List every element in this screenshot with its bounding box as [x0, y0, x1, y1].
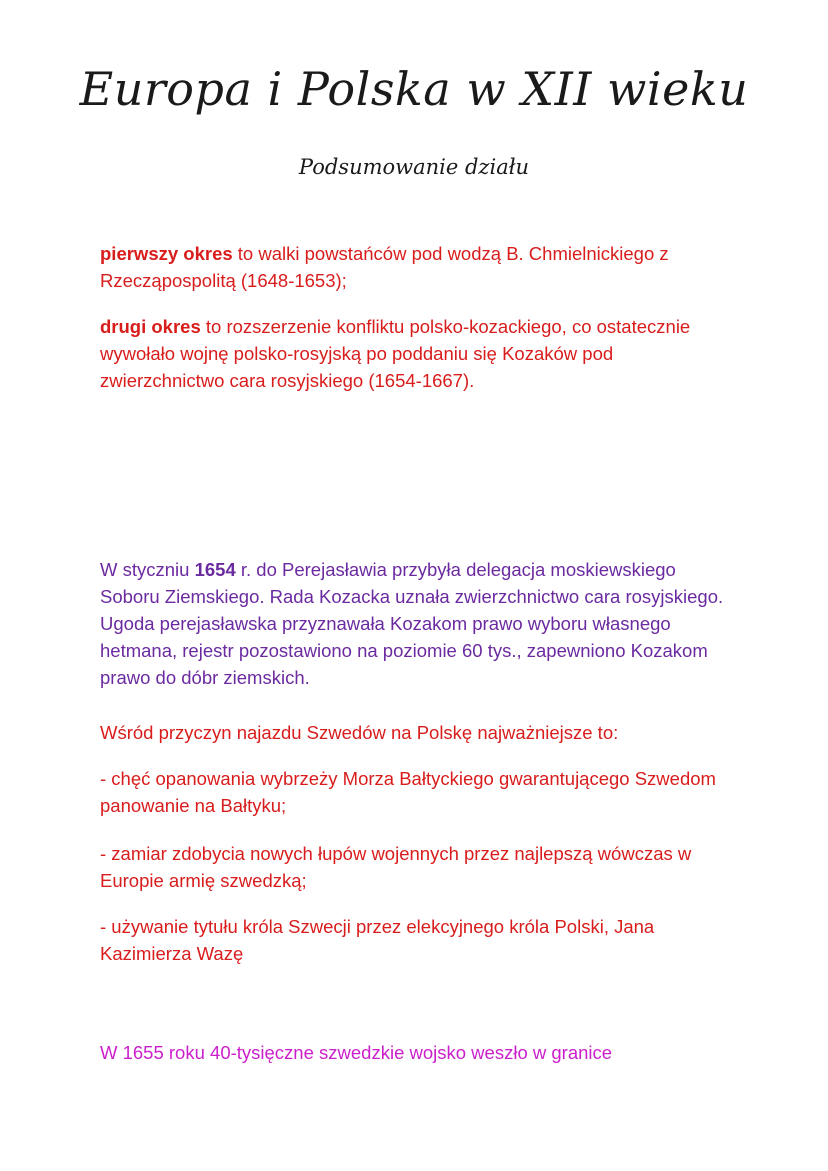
paragraph-text: to walki powstańców pod wodzą B. Chmielnickiego z Rzecząpospolitą (1648-1653); [100, 243, 669, 291]
year-1654: 1654 [194, 559, 236, 580]
term-first-period: pierwszy okres [100, 243, 233, 264]
term-second-period: drugi okres [100, 316, 201, 337]
paragraph-second-period [100, 313, 740, 394]
paragraph-cause-1: - chęć opanowania wybrzeży Morza Bałtyckiego gwarantującego Szwedom panowanie na Bałtyku; [100, 768, 716, 816]
paragraph-1655: W 1655 roku 40-tysięczne szwedzkie wojsko weszło w granice [100, 1042, 613, 1063]
paragraph-cause-3: - używanie tytułu króla Szwecji przez elekcyjnego króla Polski, Jana Kazimierza Wazę [100, 916, 655, 964]
page-subtitle: Podsumowanie działu [298, 155, 530, 179]
paragraph-causes-intro: Wśród przyczyn najazdu Szwedów na Polskę najważniejsze to: [100, 722, 619, 743]
paragraph-text: r. do Perejasławia przybyła delegacja moskiewskiego Soboru Ziemskiego. Rada Kozacka uznała zwierzchnictwo cara rosyjskiego. Ugoda perejasławska przyznawała Kozakom prawo wyboru własnego hetmana, rejestr pozostawiono na poziomie 60 tys., zapewniono Kozakom prawo do dóbr ziemskich. [100, 559, 724, 688]
page-title: Europa i Polska w XII wieku [79, 62, 749, 116]
paragraph-cause-2: - zamiar zdobycia nowych łupów wojennych przez najlepszą wówczas w Europie armię szwedzką; [100, 843, 692, 891]
paragraph-perejaslaw [100, 556, 740, 691]
paragraph-text: W styczniu [100, 559, 195, 580]
paragraph-first-period [100, 240, 740, 294]
paragraph-text: to rozszerzenie konfliktu polsko-kozackiego, co ostatecznie wywołało wojnę polsko-rosyjską po poddaniu się Kozaków pod zwierzchnictwo cara rosyjskiego (1654-1667). [100, 316, 691, 391]
